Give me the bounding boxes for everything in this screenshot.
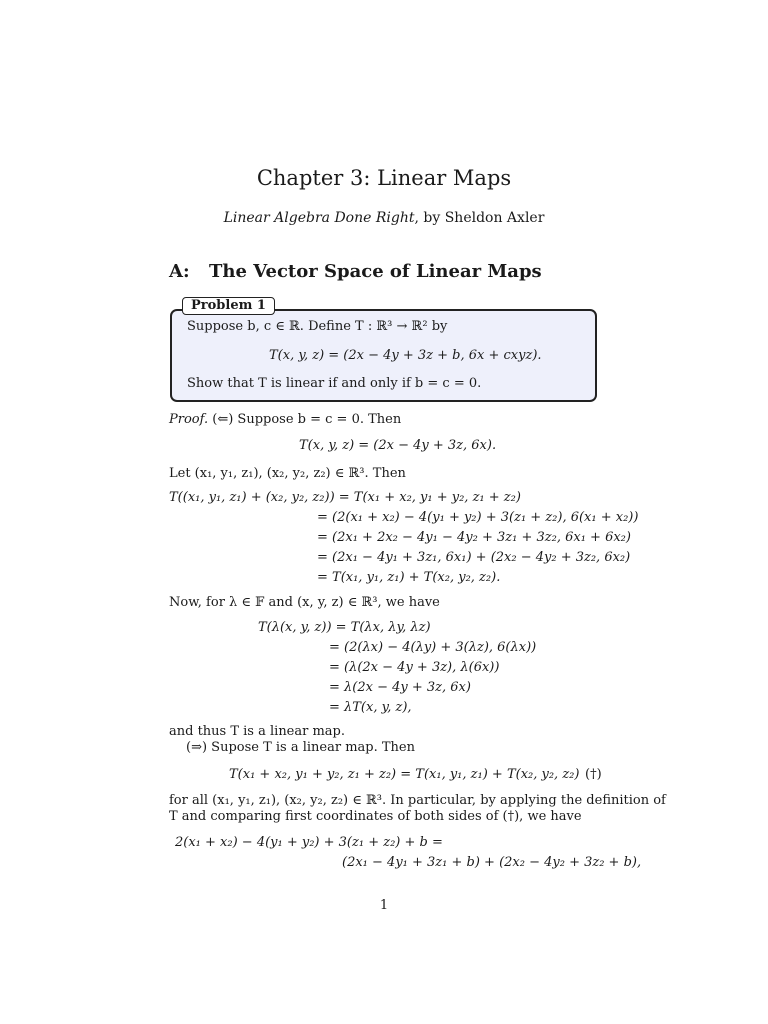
thus-line: and thus T is a linear map.	[169, 724, 346, 739]
book-title: Linear Algebra Done Right	[223, 210, 415, 226]
proof-intro-text: (⇐) Suppose b = c = 0. Then	[208, 412, 402, 427]
additivity-line: T((x₁, y₁, z₁) + (x₂, y₂, z₂)) = T(x₁ + x₂, y₁ + y₂, z₁ + z₂)	[169, 490, 521, 505]
subtitle	[0, 210, 768, 226]
let-line: Let (x₁, y₁, z₁), (x₂, y₂, z₂) ∈ ℝ³. Then	[169, 466, 406, 481]
homogeneity-line: = (2(λx) − 4(λy) + 3(λz), 6(λx))	[329, 640, 537, 655]
homogeneity-line: = λT(x, y, z),	[329, 700, 412, 715]
homogeneity-line: = λ(2x − 4y + 3z, 6x)	[329, 680, 471, 695]
chapter-title: Chapter 3: Linear Maps	[256, 166, 512, 190]
proof-label: Proof.	[169, 412, 209, 427]
section-title: The Vector Space of Linear Maps	[209, 261, 542, 282]
simplified-equation: T(x, y, z) = (2x − 4y + 3z, 6x).	[299, 438, 497, 453]
converse-line: (⇒) Supose T is a linear map. Then	[186, 740, 415, 755]
page-number: 1	[379, 898, 389, 913]
section-heading	[169, 261, 542, 282]
homogeneity-line: T(λ(x, y, z)) = T(λx, λy, λz)	[258, 620, 431, 635]
final-equation-line: 2(x₁ + x₂) − 4(y₁ + y₂) + 3(z₁ + z₂) + b =	[175, 835, 443, 850]
problem-statement-line2: Show that T is linear if and only if b = c = 0.	[187, 376, 482, 391]
additivity-line: = (2x₁ − 4y₁ + 3z₁, 6x₁) + (2x₂ − 4y₂ + 3z₂, 6x₂)	[317, 550, 631, 565]
book-author: , by Sheldon Axler	[414, 210, 545, 226]
forall-line: for all (x₁, y₁, z₁), (x₂, y₂, z₂) ∈ ℝ³. In particular, by applying the definition of	[169, 793, 666, 808]
forall-line: T and comparing first coordinates of both sides of (†), we have	[169, 809, 582, 824]
additivity-line: = T(x₁, y₁, z₁) + T(x₂, y₂, z₂).	[317, 570, 501, 585]
final-equation-line: (2x₁ − 4y₁ + 3z₁ + b) + (2x₂ − 4y₂ + 3z₂ + b),	[342, 855, 642, 870]
problem-label: Problem 1	[182, 297, 275, 315]
proof-intro	[169, 412, 401, 427]
additivity-line: = (2(x₁ + x₂) − 4(y₁ + y₂) + 3(z₁ + z₂), 6(x₁ + x₂))	[317, 510, 639, 525]
additivity-line: = (2x₁ + 2x₂ − 4y₁ − 4y₂ + 3z₁ + 3z₂, 6x₁ + 6x₂)	[317, 530, 631, 545]
problem-statement-line1: Suppose b, c ∈ ℝ. Define T : ℝ³ → ℝ² by	[187, 319, 448, 334]
dagger-equation: T(x₁ + x₂, y₁ + y₂, z₁ + z₂) = T(x₁, y₁, z₁) + T(x₂, y₂, z₂)	[229, 767, 580, 782]
section-number: A:	[169, 261, 190, 282]
now-line: Now, for λ ∈ 𝔽 and (x, y, z) ∈ ℝ³, we have	[169, 595, 440, 610]
homogeneity-line: = (λ(2x − 4y + 3z), λ(6x))	[329, 660, 500, 675]
dagger-tag: (†)	[585, 767, 602, 782]
problem-equation: T(x, y, z) = (2x − 4y + 3z + b, 6x + cxyz).	[269, 348, 542, 363]
